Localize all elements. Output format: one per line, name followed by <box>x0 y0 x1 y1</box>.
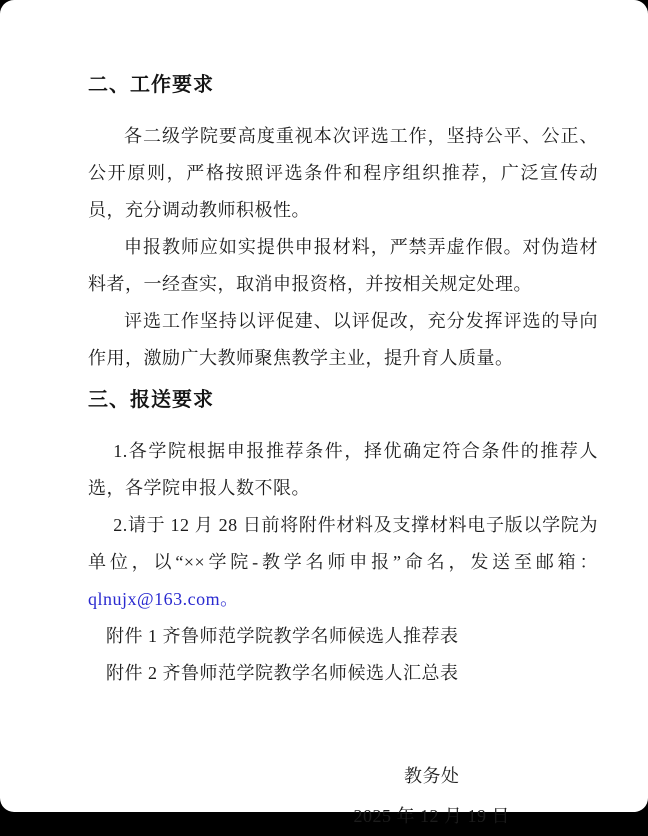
submission-item-2 <box>88 507 598 618</box>
paragraph-material-authenticity: 申报教师应如实提供申报材料，严禁弄虚作假。对伪造材料者，一经查实，取消申报资格，并按相关规定处理。 <box>88 237 598 294</box>
section-heading-submission-requirements: 三、报送要求 <box>88 389 214 411</box>
email-trailing-period: 。 <box>220 589 239 609</box>
document-body <box>88 72 598 836</box>
paragraph-evaluation-purpose: 评选工作坚持以评促建、以评促改，充分发挥评选的导向作用，激励广大教师聚焦教学主业，提升育人质量。 <box>88 311 598 368</box>
attachment-item-1: 附件 1 齐鲁师范学院教学名师候选人推荐表 <box>106 626 459 646</box>
signature-block <box>354 756 511 836</box>
submission-item-1: 1.各学院根据申报推荐条件，择优确定符合条件的推荐人选，各学院申报人数不限。 <box>88 441 598 498</box>
section-heading-work-requirements: 二、工作要求 <box>88 74 214 96</box>
submission-item-2-text: 2.请于 12 月 28 日前将附件材料及支撑材料电子版以学院为单位，以“××学院-教学名师申报”命名，发送至邮箱： <box>88 515 598 572</box>
paragraph-evaluation-principles: 各二级学院要高度重视本次评选工作，坚持公平、公正、公开原则，严格按照评选条件和程序组织推荐，广泛宣传动员，充分调动教师积极性。 <box>88 126 598 220</box>
signature-department: 教务处 <box>404 766 460 786</box>
attachment-item-2: 附件 2 齐鲁师范学院教学名师候选人汇总表 <box>106 663 459 683</box>
email-link[interactable]: qlnujx@163.com <box>88 589 221 609</box>
signature-date: 2025 年 12 月 19 日 <box>353 806 510 826</box>
